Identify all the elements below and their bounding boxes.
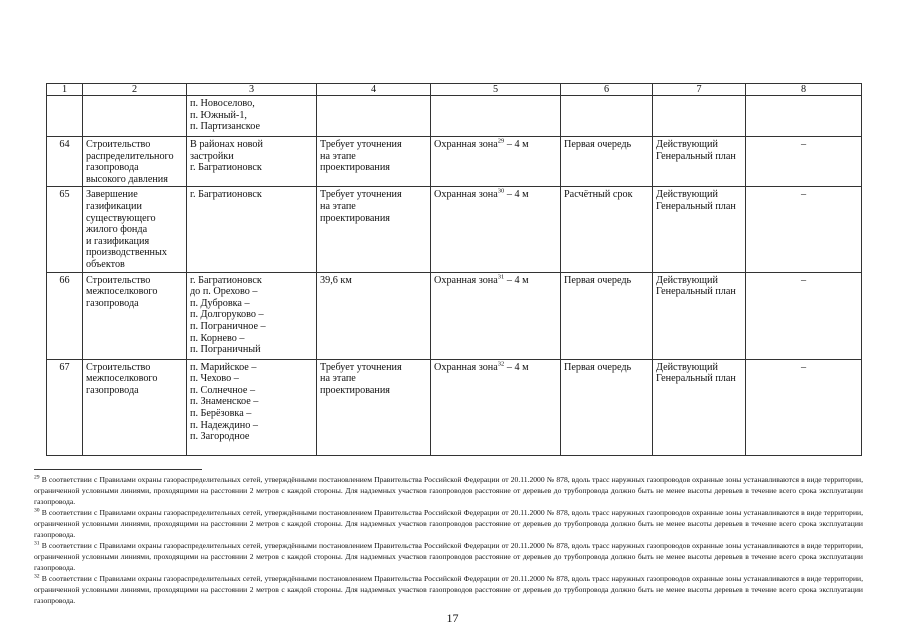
row-note: – (746, 137, 862, 187)
implementation-stage (561, 96, 653, 137)
column-number-4: 4 (317, 84, 431, 96)
footnote-text: В соответствии с Правилами охраны газораспределительных сетей, утверждёнными постановлением Правительства Российской Федерации от 20.11.2000 № 878, вдоль трасс наружных газопроводов охранные зоны устанавливаются в виде территории, ограниченной условными линиями, проходящими на расстоянии 2 метров с каждой стороны. Для надземных участков газопроводов расстояние от деревьев до трубопровода должно быть не менее высоты деревьев в течение всего срока эксплуатации газопровода. (34, 541, 863, 572)
footnote-reference: 29 (497, 137, 505, 145)
row-note (746, 96, 862, 137)
row-number (47, 96, 83, 137)
footnote-reference: 31 (497, 273, 505, 281)
object-location: п. Марийское – п. Чехово – п. Солнечное – п. Знаменское – п. Берёзовка – п. Надеждино – п. Загородное (187, 359, 317, 455)
object-name: Строительство распределительного газопровода высокого давления (83, 137, 187, 187)
footnote (34, 573, 863, 606)
column-number-8: 8 (746, 84, 862, 96)
footnote-mark: 29 (34, 474, 40, 481)
object-name: Строительство межпоселкового газопровода (83, 272, 187, 359)
object-parameters: Требует уточнения на этапе проектирования (317, 359, 431, 455)
row-number: 67 (47, 359, 83, 455)
page-number: 17 (446, 611, 459, 625)
row-number: 65 (47, 187, 83, 272)
implementation-stage: Расчётный срок (561, 187, 653, 272)
object-name (83, 96, 187, 137)
object-name: Завершение газификации существующего жилого фонда и газификация производственных объектов (83, 187, 187, 272)
planning-basis (653, 96, 746, 137)
protection-zone (431, 96, 561, 137)
footnotes (34, 474, 863, 606)
protection-zone (431, 187, 561, 272)
footnote-reference: 32 (497, 360, 505, 368)
footnote-mark: 31 (34, 540, 40, 547)
planning-basis: Действующий Генеральный план (653, 137, 746, 187)
object-parameters: 39,6 км (317, 272, 431, 359)
table-row (47, 96, 862, 137)
footnote-text: В соответствии с Правилами охраны газораспределительных сетей, утверждёнными постановлением Правительства Российской Федерации от 20.11.2000 № 878, вдоль трасс наружных газопроводов охранные зоны устанавливаются в виде территории, ограниченной условными линиями, проходящими на расстоянии 2 метров с каждой стороны. Для надземных участков газопроводов расстояние от деревьев до трубопровода должно быть не менее высоты деревьев в течение всего срока эксплуатации газопровода. (34, 475, 863, 506)
object-parameters (317, 96, 431, 137)
planning-basis: Действующий Генеральный план (653, 187, 746, 272)
protection-zone-label: Охранная зона (434, 189, 498, 201)
planning-basis: Действующий Генеральный план (653, 272, 746, 359)
implementation-stage: Первая очередь (561, 359, 653, 455)
row-number: 64 (47, 137, 83, 187)
protection-zone-width: – 4 м (504, 361, 529, 373)
column-number-3: 3 (187, 84, 317, 96)
footnote-mark: 30 (34, 507, 40, 514)
column-number-5: 5 (431, 84, 561, 96)
footnote-reference: 30 (497, 187, 505, 195)
object-location: г. Багратионовск до п. Орехово – п. Дубровка – п. Долгоруково – п. Пограничное – п. Корнево – п. Пограничный (187, 272, 317, 359)
footnote (34, 474, 863, 507)
row-note: – (746, 187, 862, 272)
table-row (47, 137, 862, 187)
object-location: В районах новой застройки г. Багратионовск (187, 137, 317, 187)
column-number-2: 2 (83, 84, 187, 96)
protection-zone (431, 272, 561, 359)
protection-zone-label: Охранная зона (434, 361, 498, 373)
protection-zone-width: – 4 м (504, 274, 529, 286)
protection-zone-label: Охранная зона (434, 274, 498, 286)
table-row (47, 187, 862, 272)
object-location: п. Новоселово, п. Южный-1, п. Партизанское (187, 96, 317, 137)
row-note: – (746, 272, 862, 359)
protection-zone-width: – 4 м (504, 139, 529, 150)
footnote-text: В соответствии с Правилами охраны газораспределительных сетей, утверждёнными постановлением Правительства Российской Федерации от 20.11.2000 № 878, вдоль трасс наружных газопроводов охранные зоны устанавливаются в виде территории, ограниченной условными линиями, проходящими на расстоянии 2 метров с каждой стороны. Для надземных участков газопроводов расстояние от деревьев до трубопровода должно быть не менее высоты деревьев в течение всего срока эксплуатации газопровода. (34, 574, 863, 605)
object-parameters: Требует уточнения на этапе проектирования (317, 137, 431, 187)
footnote-text: В соответствии с Правилами охраны газораспределительных сетей, утверждёнными постановлением Правительства Российской Федерации от 20.11.2000 № 878, вдоль трасс наружных газопроводов охранные зоны устанавливаются в виде территории, ограниченной условными линиями, проходящими на расстоянии 2 метров с каждой стороны. Для надземных участков газопроводов расстояние от деревьев до трубопровода должно быть не менее высоты деревьев в течение всего срока эксплуатации газопровода. (34, 508, 863, 539)
row-number: 66 (47, 272, 83, 359)
object-name: Строительство межпоселкового газопровода (83, 359, 187, 455)
protection-zone-width: – 4 м (504, 189, 529, 201)
protection-zone (431, 137, 561, 187)
planning-basis: Действующий Генеральный план (653, 359, 746, 455)
protection-zone (431, 359, 561, 455)
protection-zone-label: Охранная зона (434, 139, 498, 150)
table-row (47, 359, 862, 455)
column-number-7: 7 (653, 84, 746, 96)
column-number-6: 6 (561, 84, 653, 96)
column-number-1: 1 (47, 84, 83, 96)
implementation-stage: Первая очередь (561, 137, 653, 187)
footnote (34, 507, 863, 540)
implementation-stage: Первая очередь (561, 272, 653, 359)
footnote (34, 540, 863, 573)
table-row (47, 272, 862, 359)
object-location: г. Багратионовск (187, 187, 317, 272)
footnote-separator (34, 469, 202, 470)
table-header-row (47, 84, 862, 96)
row-note: – (746, 359, 862, 455)
footnote-mark: 32 (34, 573, 40, 580)
infrastructure-plan-table (46, 83, 862, 456)
object-parameters: Требует уточнения на этапе проектирования (317, 187, 431, 272)
